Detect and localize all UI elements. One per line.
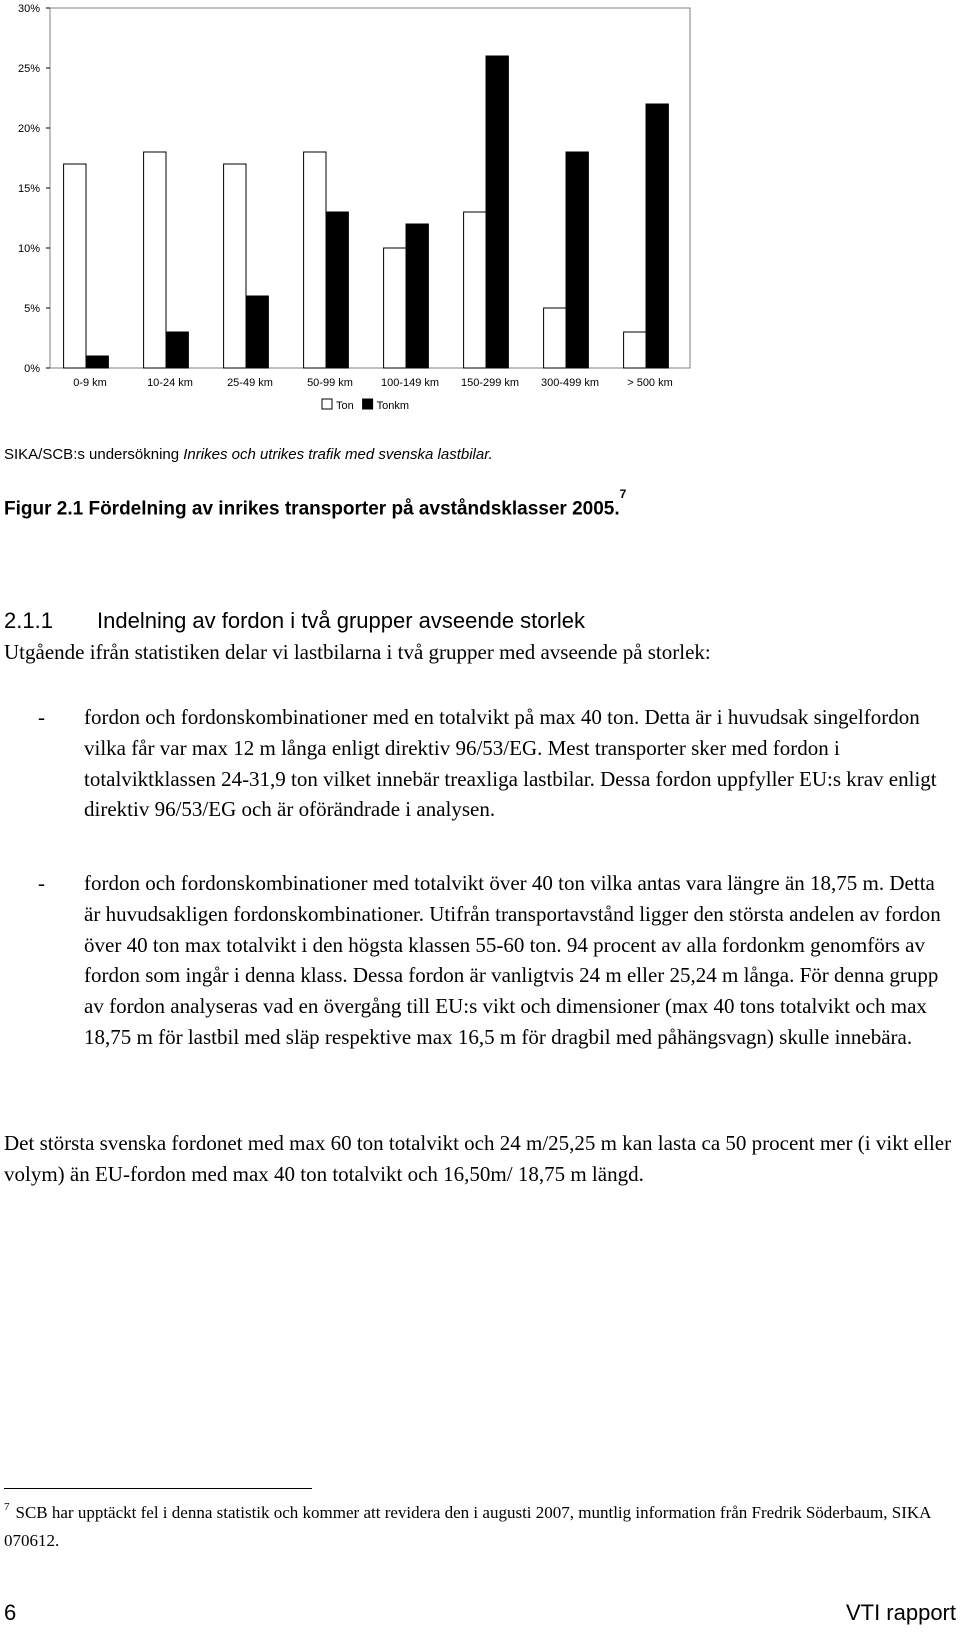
- footnote-mark: 7: [4, 1501, 10, 1513]
- distance-class-bar-chart: [0, 0, 960, 430]
- legend-label: Ton: [336, 400, 354, 412]
- figure-caption: [4, 487, 627, 520]
- y-tick-label: 15%: [17, 183, 40, 195]
- bar-ton: [464, 212, 486, 368]
- legend-label: Tonkm: [376, 400, 410, 412]
- x-tick-label: 0-9 km: [73, 377, 107, 389]
- footnote-ref: 7: [619, 487, 627, 501]
- source-title: Inrikes och utrikes trafik med svenska lastbilar.: [183, 446, 493, 463]
- intro-paragraph: Utgående ifrån statistiken delar vi lastbilarna i två grupper med avseende på storlek:: [4, 640, 711, 664]
- bar-tonkm: [86, 356, 108, 368]
- x-tick-label: 10-24 km: [147, 377, 193, 389]
- bar-tonkm: [326, 212, 348, 368]
- y-tick-label: 10%: [17, 243, 40, 255]
- bar-tonkm: [406, 224, 428, 368]
- figure-caption-text: Figur 2.1 Fördelning av inrikes transporter på avståndsklasser 2005.: [4, 498, 620, 520]
- bar-ton: [64, 164, 86, 368]
- list-dash: -: [38, 705, 45, 729]
- report-name: VTI rapport: [845, 1600, 956, 1625]
- list-item-text: fordon och fordonskombinationer med totalvikt över 40 ton vilka antas vara längre än 18,75 m. Detta är huvudsakligen fordonskombinationer. Utifrån transportavstånd ligger den största andelen av fordon över 40 ton max totalvikt i den högsta klassen 55-60 ton. 94 procent av alla fordonkm genomförs av fordon som ingår i denna klass. Dessa fordon är vanligtvis 24 m eller 25,24 m långa. För denna grupp av fordon analyseras vad en övergång till EU:s vikt och dimensioner (max 40 tons totalvikt och max 18,75 m för lastbil med släp respektive max 16,5 m för dragbil med påhängsvagn) skulle innebära.: [84, 871, 941, 1049]
- y-tick-label: 0%: [24, 363, 40, 375]
- bar-ton: [624, 332, 646, 368]
- chart-source: [4, 446, 493, 463]
- x-tick-label: 100-149 km: [380, 377, 440, 389]
- bar-tonkm: [646, 104, 668, 368]
- section-title: Indelning av fordon i två grupper avseende storlek: [97, 608, 585, 633]
- bar-ton: [144, 152, 166, 368]
- footnote: [4, 1500, 954, 1554]
- bar-ton: [304, 152, 326, 368]
- y-tick-label: 20%: [17, 123, 40, 135]
- closing-paragraph: Det största svenska fordonet med max 60 ton totalvikt och 24 m/25,25 m kan lasta ca 50 procent mer (i vikt eller volym) än EU-fordon med max 40 ton totalvikt och 16,50m/ 18,75 m längd.: [4, 1131, 952, 1186]
- bar-tonkm: [486, 56, 508, 368]
- list-dash: -: [38, 871, 45, 895]
- footnote-separator: [4, 1488, 312, 1489]
- section-heading: [4, 608, 585, 634]
- bar-ton: [384, 248, 406, 368]
- bar-ton: [544, 308, 566, 368]
- bar-ton: [224, 164, 246, 368]
- bar-tonkm: [566, 152, 588, 368]
- list-item-text: fordon och fordonskombinationer med en totalvikt på max 40 ton. Detta är i huvudsak singelfordon vilka får var max 12 m långa enligt direktiv 96/53/EG. Mest transporter sker med fordon i totalviktklassen 24-31,9 ton vilket innebär treaxliga lastbilar. Dessa fordon uppfyller EU:s krav enligt direktiv 96/53/EG och är oförändrade i analysen.: [84, 705, 937, 822]
- bar-tonkm: [246, 296, 268, 368]
- y-tick-label: 25%: [17, 63, 40, 75]
- source-prefix: SIKA/SCB:s undersökning: [4, 446, 184, 463]
- section-number: 2.1.1: [4, 608, 53, 633]
- page-number: 6: [4, 1600, 17, 1625]
- footnote-text: SCB har upptäckt fel i denna statistik och kommer att revidera den i augusti 2007, muntlig information från Fredrik Söderbaum, SIKA 070612.: [4, 1503, 931, 1550]
- legend-swatch: [363, 399, 373, 409]
- x-tick-label: 150-299 km: [460, 377, 520, 389]
- x-tick-label: 50-99 km: [307, 377, 353, 389]
- y-tick-label: 30%: [17, 3, 40, 15]
- x-tick-label: 300-499 km: [540, 377, 600, 389]
- x-tick-label: 25-49 km: [227, 377, 273, 389]
- bar-tonkm: [166, 332, 188, 368]
- x-tick-label: > 500 km: [627, 377, 673, 389]
- y-tick-label: 5%: [24, 303, 40, 315]
- legend-swatch: [322, 399, 332, 409]
